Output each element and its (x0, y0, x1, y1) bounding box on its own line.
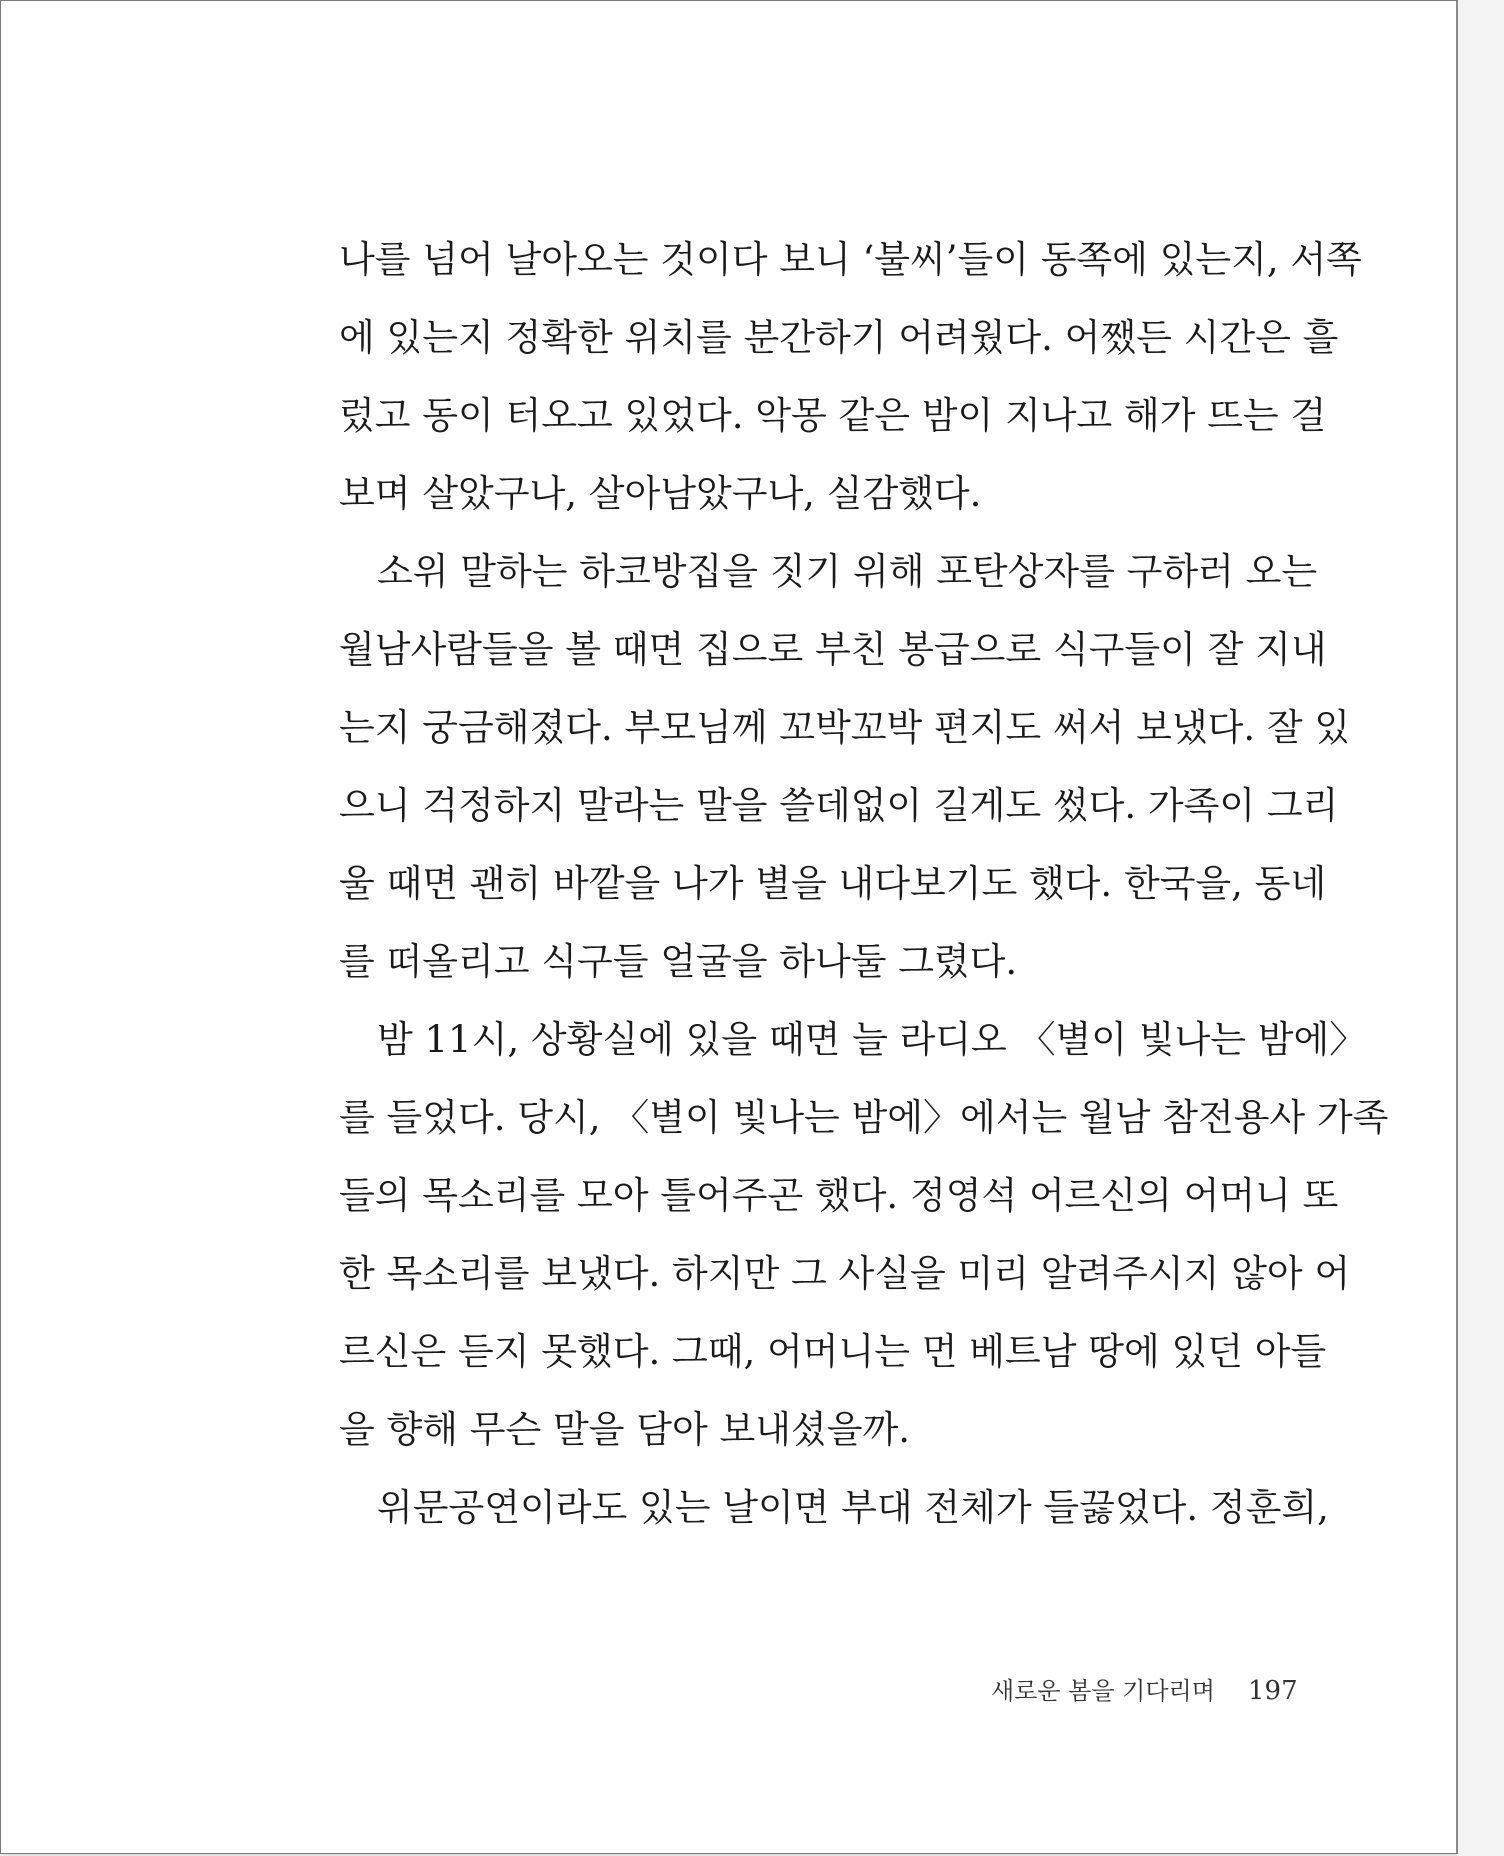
text-line: 월남사람들을 볼 때면 집으로 부친 봉급으로 식구들이 잘 지내 (339, 628, 1327, 671)
text-line: 소위 말하는 하코방집을 짓기 위해 포탄상자를 구하러 오는 (377, 550, 1318, 593)
page-number: 197 (1248, 1676, 1298, 1706)
text-line: 렀고 동이 터오고 있었다. 악몽 같은 밤이 지나고 해가 뜨는 걸 (339, 394, 1327, 437)
text-line: 위문공연이라도 있는 날이면 부대 전체가 들끓었다. 정훈희, (377, 1486, 1329, 1529)
text-line: 울 때면 괜히 바깥을 나가 별을 내다보기도 했다. 한국을, 동네 (339, 862, 1327, 905)
body-text (339, 221, 1389, 1547)
text-line: 에 있는지 정확한 위치를 분간하기 어려웠다. 어쨌든 시간은 흘 (339, 316, 1339, 359)
viewer-gutter (1458, 0, 1504, 1856)
text-line: 보며 살았구나, 살아남았구나, 실감했다. (339, 472, 982, 515)
running-title: 새로운 봄을 기다리며 (991, 1677, 1215, 1705)
text-line: 를 떠올리고 식구들 얼굴을 하나둘 그렸다. (339, 940, 1018, 983)
text-line: 을 향해 무슨 말을 담아 보내셨을까. (339, 1408, 910, 1451)
text-line: 나를 넘어 날아오는 것이다 보니 ‘불씨’들이 동쪽에 있는지, 서쪽 (339, 238, 1362, 281)
text-line: 밤 11시, 상황실에 있을 때면 늘 라디오 〈별이 빛나는 밤에〉 (377, 1018, 1367, 1061)
page-footer (991, 1671, 1298, 1711)
text-line: 는지 궁금해졌다. 부모님께 꼬박꼬박 편지도 써서 보냈다. 잘 있 (339, 706, 1351, 749)
text-line: 들의 목소리를 모아 틀어주곤 했다. 정영석 어르신의 어머니 또 (339, 1174, 1339, 1217)
text-line: 으니 걱정하지 말라는 말을 쓸데없이 길게도 썼다. 가족이 그리 (339, 784, 1339, 827)
text-line: 한 목소리를 보냈다. 하지만 그 사실을 미리 알려주시지 않아 어 (339, 1252, 1351, 1295)
text-line: 를 들었다. 당시, 〈별이 빛나는 밤에〉에서는 월남 참전용사 가족 (339, 1096, 1389, 1139)
text-line: 르신은 듣지 못했다. 그때, 어머니는 먼 베트남 땅에 있던 아들 (339, 1330, 1327, 1373)
